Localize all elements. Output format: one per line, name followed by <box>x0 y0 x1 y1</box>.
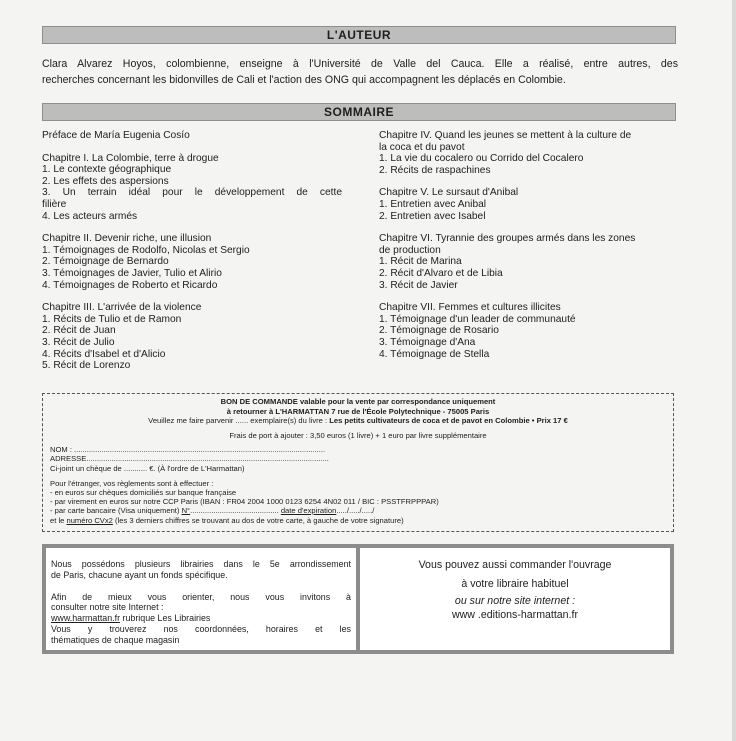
bottom-frame <box>42 544 674 654</box>
list-item: 3. Un terrain idéal pour le développement de cette <box>42 187 342 199</box>
chapter-3-title: Chapitre III. L'arrivée de la violence <box>42 302 202 314</box>
chapter-4-title: Chapitre IV. Quand les jeunes se mettent à la culture de <box>379 130 632 141</box>
sommaire-left-column <box>42 130 342 372</box>
list-item: 2. Témoignage de Rosario <box>379 325 499 337</box>
order-carte-dots[interactable]: .......................................... <box>190 506 281 515</box>
librairies-line: de Paris, chacune ayant un fonds spécifique. <box>51 569 228 580</box>
librairies-line: consulter notre site Internet : <box>51 602 164 613</box>
list-item: 4. Récits d'Isabel et d'Alicio <box>42 348 166 360</box>
order-etranger: Pour l'étranger, vos règlements sont à effectuer : <box>50 479 214 488</box>
chapter-4-title-cont: la coca et du pavot <box>379 141 465 153</box>
list-item: 4. Témoignages de Roberto et Ricardo <box>42 279 218 291</box>
order-carte[interactable] <box>50 506 374 515</box>
librairies-line: Afin de mieux vous orienter, nous vous invitons à <box>51 591 351 602</box>
order-cvx-a: et le <box>50 516 67 525</box>
commande-line-3: ou sur notre site internet : <box>454 595 576 607</box>
list-item: 1. Le contexte géographique <box>42 164 172 176</box>
list-item: 1. Témoignage d'un leader de communauté <box>379 313 576 325</box>
commande-box <box>360 548 670 650</box>
list-item: 1. Récits de Tulio et de Ramon <box>42 313 182 325</box>
order-request-a: Veuillez me faire parvenir ...... exemplaire(s) du livre : <box>148 416 330 425</box>
order-adresse-field[interactable]: ADRESSE................................................................................................................... <box>50 454 329 463</box>
order-nom-field[interactable]: NOM : ....................................................................................................................... <box>50 445 326 454</box>
list-item: 1. La vie du cocalero ou Corrido del Cocalero <box>379 153 584 165</box>
list-item: 3. Témoignage d'Ana <box>379 336 476 348</box>
list-item: 2. Récits de raspachines <box>379 164 491 176</box>
order-cheque[interactable]: Ci-joint un chèque de ........... €. (À l'ordre de L'Harmattan) <box>50 463 245 473</box>
auteur-line-1: Clara Alvarez Hoyos, colombienne, enseigne à l'Université de Valle del Cauca. Elle a réalisé, entre autres, des <box>42 58 678 70</box>
chapter-7-title: Chapitre VII. Femmes et cultures illicites <box>379 302 561 314</box>
harmattan-link[interactable]: www.harmattan.fr <box>51 613 121 624</box>
editions-harmattan-link[interactable]: www .editions-harmattan.fr <box>452 609 578 621</box>
order-cvx <box>50 516 404 525</box>
order-address: à retourner à L'HARMATTAN 7 rue de l'École Polytechnique - 75005 Paris <box>226 406 490 416</box>
order-request <box>43 416 673 425</box>
order-form <box>42 393 674 532</box>
librairies-line <box>51 613 351 624</box>
order-title-rest: valable pour la vente par correspondance uniquement <box>297 397 496 406</box>
chapter-6-title-cont: de production <box>379 244 441 256</box>
chapter-5-title: Chapitre V. Le sursaut d'Anibal <box>379 187 519 199</box>
order-carte-expiration: date d'expiration <box>280 506 337 515</box>
commande-line-2: à votre libraire habituel <box>461 578 569 590</box>
list-item: 3. Récit de Julio <box>42 336 115 348</box>
order-title-bold: BON DE COMMANDE <box>220 397 298 406</box>
sommaire-right-column <box>379 130 679 360</box>
order-price: • Prix 17 € <box>529 416 568 425</box>
commande-line-1: Vous pouvez aussi commander l'ouvrage <box>418 559 612 571</box>
list-item: 1. Récit de Marina <box>379 256 462 268</box>
order-form-title <box>43 397 673 406</box>
auteur-paragraph <box>42 56 678 88</box>
preface: Préface de María Eugenia Cosío <box>42 130 190 141</box>
librairies-line: Vous y trouverez nos coordonnées, horaires et les <box>51 623 351 634</box>
order-carte-exp-field[interactable]: ...../...../...../ <box>336 506 375 515</box>
auteur-line-2: recherches concernant les bidonvilles de Cali et l'action des ONG qui accompagnent les déplacés en Colombie. <box>42 74 566 86</box>
chapter-6-title: Chapitre VI. Tyrannie des groupes armés dans les zones <box>379 233 636 245</box>
chapter-1-title: Chapitre I. La Colombie, terre à drogue <box>42 152 219 164</box>
order-carte-n: N° <box>181 506 191 515</box>
order-cvx-label: numéro CVx2 <box>66 516 113 525</box>
list-item: 2. Récit de Juan <box>42 325 116 337</box>
librairies-line: Nous possédons plusieurs librairies dans le 5e arrondissement <box>51 559 351 569</box>
order-shipping: Frais de port à ajouter : 3,50 euros (1 livre) + 1 euro par livre supplémentaire <box>229 431 487 440</box>
auteur-heading: L'AUTEUR <box>42 26 676 44</box>
list-item: 3. Récit de Javier <box>379 279 458 291</box>
librairies-line: thématiques de chaque magasin <box>51 634 180 645</box>
order-carte-label: - par carte bancaire (Visa uniquement) <box>50 506 182 515</box>
list-item: 1. Entretien avec Anibal <box>379 198 487 210</box>
list-item: 2. Récit d'Alvaro et de Libia <box>379 267 503 279</box>
order-virement: - par virement en euros sur notre CCP Paris (IBAN : FR04 2004 1000 0123 6254 4N02 011 / BIC : PSSTFRPPPAR) <box>50 497 439 506</box>
list-item: 5. Récit de Lorenzo <box>42 360 131 372</box>
list-item: 2. Les effets des aspersions <box>42 175 169 187</box>
list-item: 4. Les acteurs armés <box>42 210 138 222</box>
librairies-rubrique: rubrique Les Librairies <box>120 613 211 624</box>
scan-edge <box>732 0 736 741</box>
sommaire-heading: SOMMAIRE <box>42 103 676 121</box>
list-item: filière <box>42 198 67 210</box>
order-euros: - en euros sur chèques domiciliés sur banque française <box>50 488 237 497</box>
order-book-title: Les petits cultivateurs de coca et de pavot en Colombie <box>329 416 530 425</box>
list-item: 4. Témoignage de Stella <box>379 348 490 360</box>
chapter-2-title: Chapitre II. Devenir riche, une illusion <box>42 233 212 245</box>
order-cvx-b: (les 3 derniers chiffres se trouvant au dos de votre carte, à gauche de votre signature) <box>112 516 404 525</box>
librairies-box <box>46 548 356 650</box>
list-item: 2. Entretien avec Isabel <box>379 210 486 222</box>
list-item: 2. Témoignage de Bernardo <box>42 256 169 268</box>
list-item: 1. Témoignages de Rodolfo, Nicolas et Sergio <box>42 244 250 256</box>
list-item: 3. Témoignages de Javier, Tulio et Alirio <box>42 267 222 279</box>
